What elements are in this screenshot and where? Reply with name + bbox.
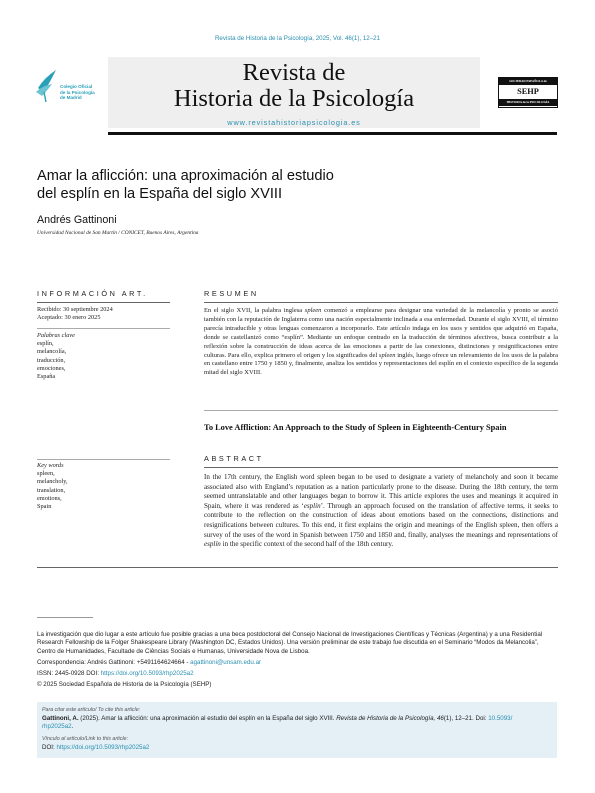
info-label: INFORMACIÓN ART. — [37, 289, 148, 298]
logo-line2: de la Psicología — [60, 89, 95, 95]
resumen-rule — [204, 302, 558, 303]
keyword-en: emotions, — [37, 494, 62, 502]
article-title-line2: del esplín en la España del siglo XVIII — [37, 185, 283, 202]
citation-authors: Gattinoni, A. — [42, 715, 79, 722]
citation-doi-link[interactable]: 10.5093/ — [488, 715, 513, 722]
resumen-text-c: inglés, luego ofrece un relevamiento de los usos de la palabra en castellano entre 1750 y 1850 y, finalmente, analiza los sentidos y representaciones del esplín en el contexto específico de la segunda mitad del siglo XVIII. — [204, 351, 558, 377]
journal-title-line1: Revista de — [242, 59, 346, 86]
sehp-logo — [498, 77, 558, 108]
citation-journal: Revista de Historia de la Psicología, 46 — [336, 715, 444, 722]
issn-line — [37, 670, 558, 678]
abstract-text-c: in the specific context of the second half of the 18th century. — [220, 540, 394, 549]
accepted-date: Aceptado: 30 enero 2025 — [37, 314, 101, 322]
article-title-line1: Amar la aflicción: una aproximación al estudio — [37, 168, 334, 184]
info-divider — [37, 328, 170, 329]
keyword-es: esplín, — [37, 340, 54, 348]
keyword-es: traducción, — [37, 356, 66, 364]
abstract-text — [204, 473, 558, 550]
sehp-logo-top: SOCIEDAD ESPAÑOLA de — [499, 78, 557, 85]
keyword-en: translation, — [37, 486, 66, 494]
correspondence-label: Correspondencia: Andrés Gattinoni: +5491164624664 - — [37, 659, 191, 666]
resumen-italic-term: spleen — [304, 307, 322, 314]
citation-text-a: (2025). Amar la aflicción: una aproximación al estudio del esplín en la España del siglo XVIII. — [78, 715, 337, 722]
issn-label: ISSN: 2445-0928 DOI: — [37, 670, 101, 677]
keywords-en-label: Key words — [37, 462, 64, 469]
keywords-es-label: Palabras clave — [37, 332, 75, 339]
dates-block — [37, 306, 113, 322]
copyright: © 2025 Sociedad Española de Historia de la Psicología (SEHP) — [37, 681, 212, 688]
keyword-es: España — [37, 373, 56, 381]
link-doi-label: DOI: — [42, 744, 57, 751]
leaf-logo-icon — [34, 66, 62, 106]
citation-doi-link-cont[interactable]: rhp2025a2 — [42, 723, 72, 730]
abstract-label: ABSTRACT — [204, 454, 264, 463]
keyword-es: emociones, — [37, 364, 66, 372]
resumen-label: RESUMEN — [204, 289, 259, 298]
logo-line1: Colegio Oficial — [60, 84, 93, 89]
link-doi[interactable]: https://doi.org/10.5093/rhp2025a2 — [56, 744, 150, 751]
citation-text-b: (1), 12–21. Doi: — [443, 715, 489, 722]
keyword-en: spleen, — [37, 470, 55, 478]
resumen-text-b: comenzó a emplearse para designar una variedad de la melancolía y pronto se asoció también con la reputación de Inglaterra como una nación especialmente inclinada a esa enfermedad. Durante el siglo XVIII, el término parecía intraducible y otras lenguas comenzaron a incorporarlo. Este artículo indaga en los usos y sentidos que adquirió en España, donde se castellanizó como “esplín”. Mediante un enfoque centrado en la traducción de términos afectivos, busca contribuir a la reflexión sobre la construcción de ideas acerca de las emociones a partir de las conexiones, distinciones y resignificaciones entre culturas. Para ello, explica primero el origen y los significados del — [204, 307, 558, 359]
footnote-rule — [37, 617, 93, 618]
journal-title — [108, 60, 480, 112]
link-label: Vínculo al artículo/Link to this article: — [42, 736, 128, 742]
citation-label: Para citar este artículo/ To cite this article: — [42, 707, 141, 713]
resumen-text — [204, 307, 558, 378]
resumen-text-a: En el siglo XVII, la palabra inglesa — [204, 307, 305, 314]
link-line — [42, 744, 554, 752]
info-rule — [37, 302, 170, 303]
abstract-italic-term: esplín — [204, 540, 221, 549]
keywords-en-block — [37, 462, 68, 511]
author-affiliation: Universidad Nacional de San Martín / CONICET, Buenos Aires, Argentina — [37, 230, 199, 236]
english-title: To Love Affliction: An Approach to the Study of Spleen in Eighteenth-Century Spain — [204, 423, 507, 432]
journal-url-link[interactable]: www.revistahistoriapsicologia.es — [227, 118, 361, 127]
keywords-es-block — [37, 332, 75, 381]
funding-note: La investigación que dio lugar a este artículo fue posible gracias a una beca postdoctoral del Consejo Nacional de Investigaciones Científicas y Técnicas (Argentina) y a una Residential Research Fellowship de la Folger Shakespeare Library (Washington DC, Estados Unidos). Una versión preliminar de este trabajo fue discutida en el Seminario “Modos da Melancolia”, Centro de Humanidades, Facultade de Ciências Sociais e Humanas, Universidade Nova de Lisboa. — [37, 631, 543, 655]
article-title — [37, 168, 417, 203]
logo-line3: de Madrid — [60, 95, 82, 100]
citation-text-end: . — [71, 723, 74, 730]
colegio-logo — [34, 66, 104, 116]
sehp-logo-bottom: HISTORIA de la PSICOLOGÍA — [499, 99, 557, 106]
citation-box — [37, 702, 557, 758]
journal-title-line2: Historia de la Psicología — [173, 85, 415, 112]
body-end-rule — [37, 567, 558, 568]
journal-reference: Revista de Historia de la Psicología, 2025, Vol. 46(1), 12–21 — [214, 35, 381, 42]
abstract-italic-term: esplín — [303, 501, 321, 510]
abstract-rule — [204, 467, 558, 468]
resumen-italic-term: spleen — [378, 351, 396, 359]
keyword-en: Spain — [37, 503, 52, 511]
info-divider-en — [37, 459, 170, 460]
sehp-logo-main: SEHP — [517, 87, 539, 96]
citation-text — [42, 715, 554, 731]
received-date: Recibido: 30 septiembre 2024 — [37, 306, 113, 313]
abstract-text-b: ’. Through an approach focused on the translation of affective terms, it seeks to contribute to the reflection on the construction of ideas about emotions based on the connections, distinctions and resignifications between cultures. To this end, it first explains the origin and meanings of the English spleen, then offers a survey of the uses of the word in Spanish between 1750 and 1850 and, finally, analyses the meanings and representations of — [204, 501, 558, 539]
correspondence — [37, 659, 558, 667]
issn-doi-link[interactable]: https://doi.org/10.5093/rhp2025a2 — [100, 670, 194, 677]
author-name: Andrés Gattinoni — [37, 214, 117, 226]
correspondence-email-link[interactable]: agattinoni@unsam.edu.ar — [190, 659, 262, 666]
resumen-divider — [204, 410, 558, 411]
abstract-text-a: In the 17th century, the English word spleen began to be used to designate a variety of melancholy and soon it became associated also with England’s reputation as a nation particularly prone to the disease. During the 18th century, the term seemed untranslatable and other languages began to borrow it. This article explores the uses and meanings it acquired in Spain, where it was rendered as ‘ — [204, 473, 558, 510]
keyword-en: melancholy, — [37, 478, 68, 486]
keyword-es: melancolía, — [37, 348, 67, 356]
header-rule — [108, 132, 557, 135]
